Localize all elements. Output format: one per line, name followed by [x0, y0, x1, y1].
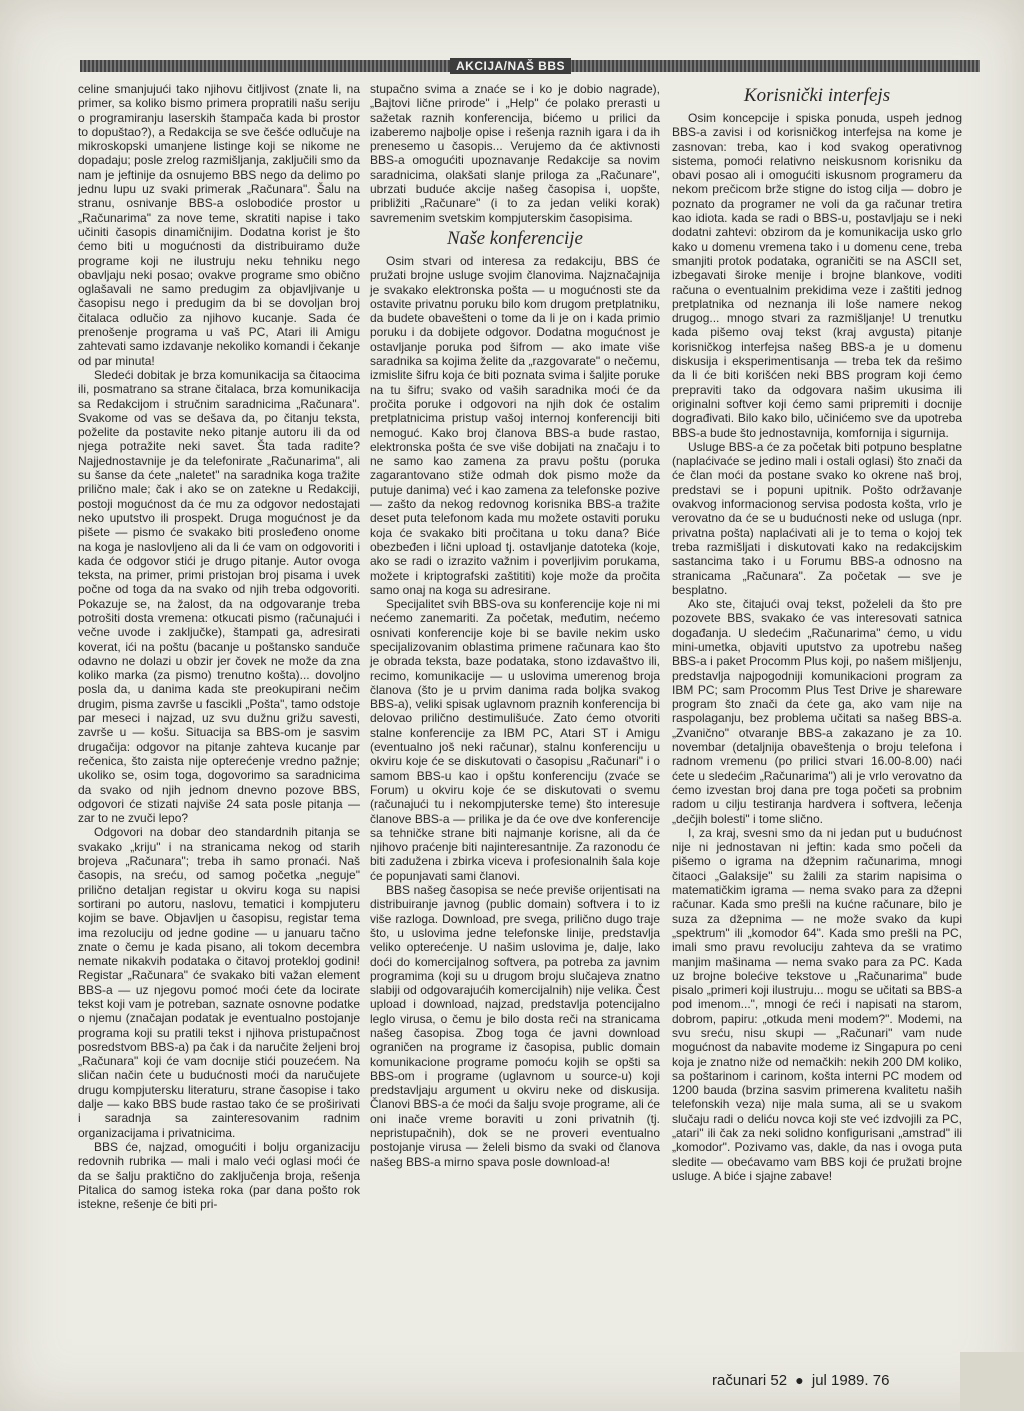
col2-paragraph-2: Specijalitet svih BBS-ova su konferencije koje ni mi nećemo zanemariti. Za početak, međutim, nećemo osnivati konferencije koje bi se bavile nekim usko specijalizovanim oblastima primene računara kao što je obrada teksta, baze podataka, stono izdavaštvo ili, recimo, komunikacije — u uslovima umerenog broja članova (što je u prvim danima rada boljka svakog BBS-a), veliki spisak uglavnom praznih konferencija bi delovao prilično destimulišuće. Zato ćemo otvoriti stalne konferencije za IBM PC, Atari ST i Amigu (eventualno još neki računar), stalnu konferenciju u okviru koje će se diskutovati o časopisu „Računari" i o samom BBS-u kao i opštu konferenciju (zvaće se Forum) u okviru koje će se diskutovati o svemu (računajući tu i nekompjuterske teme) što interesuje članove BBS-a — prilika je da će ove dve konferencije sa tehničke strane biti najmanje korisne, ali da će njihovo praćenje biti najinteresantnije. Za razonodu će biti zadužena i zbirka viceva i profesionalnih šala koje će popunjavati sami članovi. [370, 597, 660, 883]
column-2 [370, 82, 660, 1169]
col1-paragraph-3: Odgovori na dobar deo standardnih pitanja se svakako „kriju" i na stranicama nekog od starih brojeva „Računara"; treba ih samo pronaći. Naš časopis, na sreću, od samog početka „neguje" prilično detaljan registar u okviru koga su napisi sortirani po autoru, naslovu, tematici i kompjuteru kojim se bave. Objavljen u časopisu, registar tema ima rezoluciju od jedne godine — u januaru tačno znate o čemu je kada pisano, ali tokom decembra nemate nikakvih podataka o čitavoj protekloj godini! Registar „Računara" će svakako biti važan element BBS-a — uz njegovu pomoć moći ćete da locirate tekst koji vam je potreban, saznate osnovne podatke o njemu (značajan podatak je eventualno postojanje programa koji su pratili tekst i njihova pristupačnost posredstvom BBS-a) pa čak i da naručite željeni broj „Računara" koji će vam docnije stići pouzećem. Na sličan način ćete u budućnosti moći da naručujete drugu kompjutersku literaturu, strane časopise i tako dalje — kako BBS bude rastao tako će se proširivati i saradnja sa zainteresovanim radnim organizacijama i privatnicima. [78, 825, 360, 1140]
footer-magazine: računari 52 [712, 1372, 788, 1389]
section-title-interfejs: Korisnički interfejs [743, 85, 891, 106]
col3-paragraph-4: I, za kraj, svesni smo da ni jedan put u budućnost nije ni jednostavan ni jeftin: kada smo počeli da pišemo o igrama na džepnim računarima, mnogi čitaoci „Galaksije" su žalili za starim napisima o matematičkim igrama — nema svako para za džepni računar. Kada smo prešli na kućne računare, bilo je suza za džepnima — ne može svako da kupi „spektrum" ili „komodor 64". Kada smo prešli na PC, imali smo pravu revoluciju zahteva da se vratimo manjim mašinama — nema svako para za PC. Kada uz brojne bolećive tekstove u „Računarima" bude pisalo „primeri koji ilustruju... mogu se učitati sa BBS-a pod imenom...", mnogi će reći i napisati na starom, dobrom, papiru: „otkuda meni modem?". Modemi, na svu sreću, nisu skupi — „Računari" vam nude mogućnost da nabavite modeme iz Singapura po ceni koja je znatno niže od nemačkih: nekih 200 DM koliko, sa poštarinom i carinom, košta interni PC modem od 1200 bauda (brzina sasvim primerena kvalitetu naših telefonskih veza) nije mala suma, ali se u svakom slučaju radi o deliću novca koji ste već izdvojili za PC, „atari" ili čak za neki solidno konfigurisani „amstrad" ili „komodor". Pozivamo vas, dakle, da nas i ovoga puta sledite — obećavamo vam BBS koji će pružati brojne usluge. A biće i sjajne zabave! [672, 825, 962, 1183]
footer-page-number: 76 [872, 1372, 890, 1389]
col3-paragraph-1: Osim koncepcije i spiska ponuda, uspeh jednog BBS-a zavisi i od korisničkog interfejsa na kome je zasnovan: treba, kao i kod svakog operativnog sistema, pomoći relativno neiskusnom korisniku da obavi posao ali i omogućiti iskusnom programeru da nekom prečicom brže stigne do istog cilja — dobro je poznato da programer ne voli da ga računar tretira kao idiota. kada se radi o BBS-u, postavljaju se i neki dodatni zahtevi: obzirom da je komunikacija usko grlo kako u domenu vremena tako i u domenu cene, treba smanjiti protok podataka, ograničiti se na ASCII set, izbegavati široke menije i brojne blankove, voditi računa o eventualnim prekidima veze i zaštiti jednog pretplatnika od neznanja ili loše namere nekog drugog... mnogo stvari za razmišljanje! U trenutku kada pišemo ovaj tekst (kraj avgusta) pitanje korisničkog interfejsa našeg BBS-a je u domenu diskusija i eksperimentisanja — treba tek da rešimo da li će biti korišćen neki BBS program koji ćemo prepraviti tako da odgovara našim ukusima ili originalni softver koji ćemo sami pripremiti i docnije dograđivati. Bilo kako bilo, učinićemo sve da upotreba BBS-a bude što jednostavnija, komfornija i sigurnija. [672, 111, 962, 440]
col2-paragraph-1: Osim stvari od interesa za redakciju, BBS će pružati brojne usluge svojim članovima. Najznačajnija je svakako elektronska pošta — u mogućnosti ste da ostavite privatnu poruku bilo kom drugom pretplatniku, da budete obavešteni o tome da li je on i kada primio poruku i da dobijete odgovor. Dodatna mogućnost je ostavljanje poruka pod šifrom — ako imate više saradnika sa kojima želite da „razgovarate" o nečemu, izmislite šifru koja će biti poznata svima i šaljite poruke na tu šifru; svako od vaših saradnika moći će da pročita poruke i odgovori na njih dok će ostalim pretplatnicima pristup vašoj internoj konferenciji biti nemoguć. Kako broj članova BBS-a bude rastao, elektronska pošta će sve više dobijati na značaju i to ne samo kao zamena za pravu poštu (poruka zagarantovano stiže odmah dok pismo može da putuje danima) već i kao zamena za telefonske pozive — zašto da nekog redovnog korisnika BBS-a tražite deset puta telefonom kada mu možete ostaviti poruku koja će svakako biti pročitana u toku dana? Biće obezbeđen i lični upload tj. ostavljanje datoteka (koje, ako se radi o izrazito važnim i poverljivim porukama, možete i kriptografski zaštititi) koje može da pročita samo onaj na koga su adresirane. [370, 253, 660, 597]
col3-paragraph-2: Usluge BBS-a će za početak biti potpuno besplatne (naplaćivaće se jedino mali i ostali oglasi) što znači da će član moći da postane svako ko okrene naš broj, predstavi se i popuni upitnik. Pošto održavanje ovakvog informacionog servisa podosta košta, vrlo je verovatno da će se u budućnosti neke od usluga (npr. privatna pošta) naplaćivati ali je to tema o kojoj tek treba razmišljati i diskutovati kako na redakcijskim sastancima tako i u Forumu BBS-a odnosno na stranicama „Računara". Za početak — sve je besplatno. [672, 439, 962, 597]
column-1 [78, 82, 360, 1211]
section-title-konferencije: Naše konferencije [447, 227, 583, 249]
col2-intro-paragraph: stupačno svima a znaće se i ko je dobio nagrade), „Bajtovi lične prirode" i „Help" će polako prerasti u sažetak raznih konferencija, bićemo u prilici da izaberemo najbolje opise i rešenja raznih igara i da ih prenesemo u časopis... Verujemo da će aktivnosti BBS-a omogućiti upoznavanje Redakcije sa novim saradnicima, olakšati slanje priloga za „Računare", ubrzati buduće akcije našeg časopisa i, uopšte, približiti „Računare" (i to za jedan veliki korak) savremenim svetskim kompjuterskim časopisima. [370, 82, 660, 225]
col3-paragraph-3: Ako ste, čitajući ovaj tekst, poželeli da što pre pozovete BBS, svakako će vas interesovati satnica događanja. U sledećim „Računarima" ćemo, u vidu mini-umetka, objaviti uputstvo za upotrebu našeg BBS-a i paket Procomm Plus koji, po našem mišljenju, predstavlja najpogodniji komunikacioni program za IBM PC; sam Procomm Plus Test Drive je shareware program što znači da ćete ga, ako vam nije na raspolaganju, bez problema učitati sa našeg BBS-a. „Zvanično" otvaranje BBS-a zakazano je za 10. novembar (detaljnija obaveštenja o broju telefona i radnom vremenu (po prilici stvari 16.00-8.00) naći ćete u sledećim „Računarima") ali je vrlo verovatno da ćemo izvestan broj dana pre toga početi sa probnim radom u cilju testiranja hardvera i softvera, lečenja „dečjih bolesti" i tome slično. [672, 597, 962, 826]
col2-paragraph-3: BBS našeg časopisa se neće previše orijentisati na distribuiranje javnog (public domain) softvera i to iz više razloga. Download, pre svega, prilično dugo traje što, u uslovima jedne telefonske linije, predstavlja veliko opterećenje. U našim uslovima je, dalje, lako doći do komercijalnog softvera, pa potreba za javnim programima (koji su u drugom broju slučajeva znatno slabiji od odgovarajućih komercijalnih) nije velika. Čest upload i download, najzad, predstavlja potencijalno leglo virusa, o čemu je bilo dosta reči na stranicama našeg časopisa. Zbog toga će javni download ograničen na programe iz časopisa, public domain komunikacione programe pomoću kojih se opšti sa BBS-om i programe (uglavnom u source-u) koji predstavljaju argument u okviru neke od diskusija. Članovi BBS-a će moći da šalju svoje programe, ali će oni inače vreme boraviti u zoni privatnih (tj. nepristupačnih), dok se ne proveri eventualno postojanje virusa — želeli bismo da svaki od članova našeg BBS-a mirno spava posle download-a! [370, 883, 660, 1169]
col1-paragraph-1: celine smanjujući tako njihovu čitljivost (znate li, na primer, sa koliko bismo primera propratili našu seriju o programiranju laserskih štampača kada bi prostor to dopuštao?), a Redakcija se sve češće odlučuje na mikroskopski umanjene listinge koji se nikome ne dopadaju; posle zrelog razmišljanja, zaključili smo da nam je jeftinije da osnujemo BBS nego da delimo po jednu lupu uz svaki primerak „Računara". Šalu na stranu, osnivanje BBS-a oslobodiće prostor u „Računarima" za nove teme, skratiti napise i tako učiniti časopis dinamičnijim. Dodatna korist je što ćemo biti u mogućnosti da distribuiramo duže programe koji ne ilustruju neku tehniku nego obavljaju neki posao; ovakve programe smo obično oglašavali ne samo predugim za objavljivanje u časopisu nego i predugim da bi se dovoljan broj čitalaca odlučio za njihovo kucanje. Sada će prenošenje programa u vaš PC, Atari ili Amigu zahtevati samo izdavanje nekoliko komandi i čekanje od par minuta! [78, 82, 360, 368]
page-corner-background [960, 1352, 1024, 1411]
col1-paragraph-4: BBS će, najzad, omogućiti i bolju organizaciju redovnih rubrika — mali i malo veći oglasi moći će da se šalju praktično do zaključenja broja, rešenja Pitalica do samog isteka roka (par dana pošto rok istekne, rešenje će biti pri- [78, 1139, 360, 1212]
column-3 [672, 82, 962, 1183]
col1-paragraph-2: Sledeći dobitak je brza komunikacija sa čitaocima ili, posmatrano sa strane čitalaca, brza komunikacija sa Redakcijom i stručnim saradnicima „Računara". Svakome od vas se dešava da, po čitanju teksta, poželite da postavite neko pitanje autoru ili da od njega potražite neki savet. Šta tada radite? Najjednostavnije je da telefonirate „Računarima", ali su šanse da ćete „naletet" na saradnika koga tražite prilično male; čak i ako se on zatekne u Redakciji, postoji mogućnost da će mu za odgovor nedostajati neko uputstvo ili prospekt. Druga mogućnost je da pišete — pismo će svakako biti prosleđeno onome na koga je naslovljeno ali da li će vam on odgovoriti i kada će odgovor stići je drugo pitanje. Autor ovoga teksta, na primer, primi pristojan broj pisama i uvek počne od toga da na svako od njih treba odgovoriti. Pokazuje se, na žalost, da na odgovaranje treba potrošiti dosta vremena: otkucati pismo (računajući i večne uvode i zaključke), štampati ga, adresirati koverat, ići na poštu (bacanje u poštansko sanduče odavno ne dolazi u obzir jer čovek ne može da zna koliko marka (za pismo) trenutno košta)... dovoljno posla da, u danima kada ste preokupirani nečim drugim, pisma završe u fascikli „Pošta", tamo odstoje par meseci i najzad, uz svu dužnu grižu savesti, završe u — košu. Situacija sa BBS-om je sasvim drugačija: odgovor na pitanje zahteva kucanje par rečenica, što zaista nije opterećenje vredno pažnje; ukoliko se, osim toga, dogovorimo sa saradnicima da svako od njih jednom dnevno pozove BBS, odgovori će stizati najviše 24 sata posle pitanja — zar to ne zvuči lepo? [78, 367, 360, 826]
section-header-label: AKCIJA/NAŠ BBS [450, 58, 571, 74]
page-footer [712, 1372, 889, 1389]
footer-bullet-icon: ● [795, 1372, 804, 1388]
footer-date: jul 1989. [811, 1372, 869, 1389]
